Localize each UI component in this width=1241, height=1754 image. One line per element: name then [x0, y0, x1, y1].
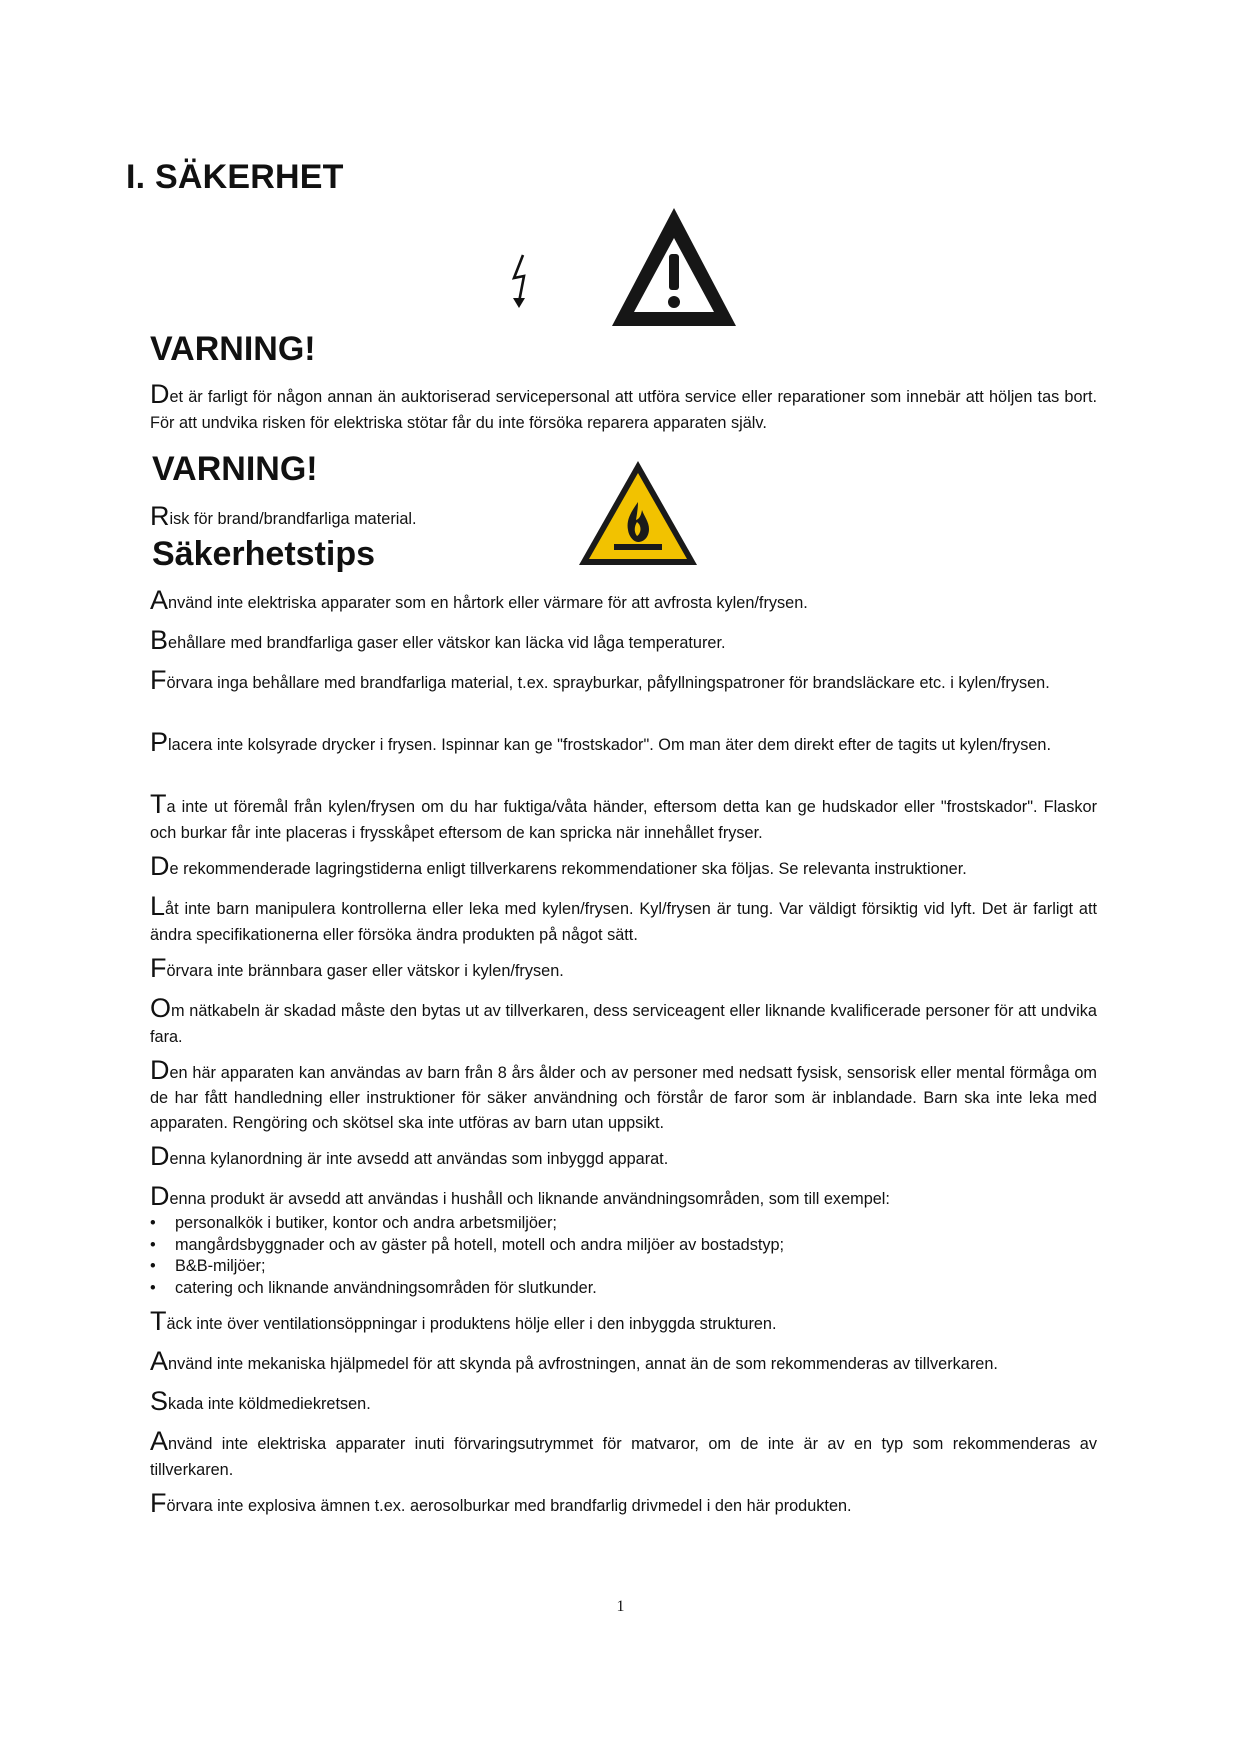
tip-item [150, 1141, 1097, 1172]
tip-text: Använd inte mekaniska hjälpmedel för att skynda på avfrostningen, annat än de som rekommenderas av tillverkaren. [150, 1346, 998, 1376]
tip-text: Den här apparaten kan användas av barn från 8 års ålder och av personer med nedsatt fysisk, sensorisk eller mental förmåga om de har fått handledning eller instruktioner för säker användning och förstår de faror som är inblandade. Barn ska inte leka med apparaten. Rengöring och skötsel ska inte utföras av barn utan uppsikt. [150, 1055, 1097, 1132]
exclamation-triangle-icon [608, 204, 740, 330]
tip-text: Låt inte barn manipulera kontrollerna eller leka med kylen/frysen. Kyl/frysen är tung. Var väldigt försiktig vid lyft. Det är farligt att ändra specifikationerna eller försöka ändra produkten på något sätt. [150, 891, 1097, 944]
tip-item [150, 585, 1097, 616]
tip-item [150, 789, 1097, 846]
usage-list-item: • personalkök i butiker, kontor och andra arbetsmiljöer; [150, 1213, 1090, 1235]
usage-list-item: • catering och liknande användningsområden för slutkunder. [150, 1278, 1090, 1300]
page-number: 1 [616, 1598, 625, 1615]
tip-text: Denna kylanordning är inte avsedd att användas som inbyggd apparat. [150, 1141, 669, 1171]
tip-item [150, 953, 1097, 984]
tip-item [150, 891, 1097, 948]
tip-text: Placera inte kolsyrade drycker i frysen. Ispinnar kan ge "frostskador". Om man äter dem direkt efter de tagits ut kylen/frysen. [150, 727, 1051, 757]
warning-heading-electric: VARNING! [150, 330, 316, 368]
tip-text: Skada inte köldmediekretsen. [150, 1386, 371, 1416]
tip-item [150, 851, 1097, 882]
tip-item [150, 1346, 1097, 1377]
tip-item [150, 1426, 1097, 1483]
tip-item [150, 993, 1097, 1050]
usage-list [150, 1213, 1090, 1299]
tip-text: Förvara inga behållare med brandfarliga material, t.ex. sprayburkar, påfyllningspatroner för brandsläckare etc. i kylen/frysen. [150, 665, 1050, 695]
tip-text: Använd inte elektriska apparater som en hårtork eller värmare för att avfrosta kylen/frysen. [150, 585, 808, 615]
tip-text: Ta inte ut föremål från kylen/frysen om du har fuktiga/våta händer, eftersom detta kan ge hudskador eller "frostskador". Flaskor och burkar får inte placeras i frysskåpet eftersom de kan spricka när innehållet fryser. [150, 789, 1097, 842]
section-title: I. SÄKERHET [126, 158, 344, 196]
tip-item [150, 727, 1097, 758]
tip-item [150, 665, 1097, 696]
tip-item [150, 1386, 1097, 1417]
tip-item [150, 1055, 1097, 1136]
tip-item [150, 1306, 1097, 1337]
tip-text: De rekommenderade lagringstiderna enligt tillverkarens rekommendationer ska följas. Se relevanta instruktioner. [150, 851, 967, 881]
usage-list-item: • mangårdsbyggnader och av gäster på hotell, motell och andra miljöer av bostadstyp; [150, 1235, 1090, 1257]
warning-text-fire [150, 501, 550, 532]
warning-text-electric-content: Det är farligt för någon annan än auktoriserad servicepersonal att utföra service eller reparationer som innebär att höljen tas bort. För att undvika risken för elektriska stötar får du inte försöka reparera apparaten själv. [150, 379, 1097, 432]
tip-item [150, 1181, 1097, 1212]
tip-text: Behållare med brandfarliga gaser eller vätskor kan läcka vid låga temperaturer. [150, 625, 726, 655]
tip-text: Använd inte elektriska apparater inuti förvaringsutrymmet för matvaror, om de inte är av en typ som rekommenderas av tillverkaren. [150, 1426, 1097, 1479]
warning-heading-fire: VARNING! [152, 450, 318, 488]
safety-tips-heading: Säkerhetstips [152, 535, 375, 573]
tip-text: Förvara inte explosiva ämnen t.ex. aerosolburkar med brandfarlig drivmedel i den här produkten. [150, 1488, 852, 1518]
tip-item [150, 625, 1097, 656]
tip-text: Denna produkt är avsedd att användas i hushåll och liknande användningsområden, som till exempel: [150, 1181, 890, 1211]
flammable-warning-icon [576, 458, 700, 568]
usage-list-item: • B&B-miljöer; [150, 1256, 1090, 1278]
tip-text: Täck inte över ventilationsöppningar i produktens hölje eller i den inbyggda strukturen. [150, 1306, 777, 1336]
tip-text: Förvara inte brännbara gaser eller vätskor i kylen/frysen. [150, 953, 564, 983]
lightning-bolt-icon [508, 252, 534, 310]
tip-text: Om nätkabeln är skadad måste den bytas ut av tillverkaren, dess serviceagent eller liknande kvalificerade personer för att undvika fara. [150, 993, 1097, 1046]
warning-text-electric [150, 379, 1097, 436]
tip-item [150, 1488, 1097, 1519]
warning-text-fire-content: Risk för brand/brandfarliga material. [150, 501, 417, 531]
